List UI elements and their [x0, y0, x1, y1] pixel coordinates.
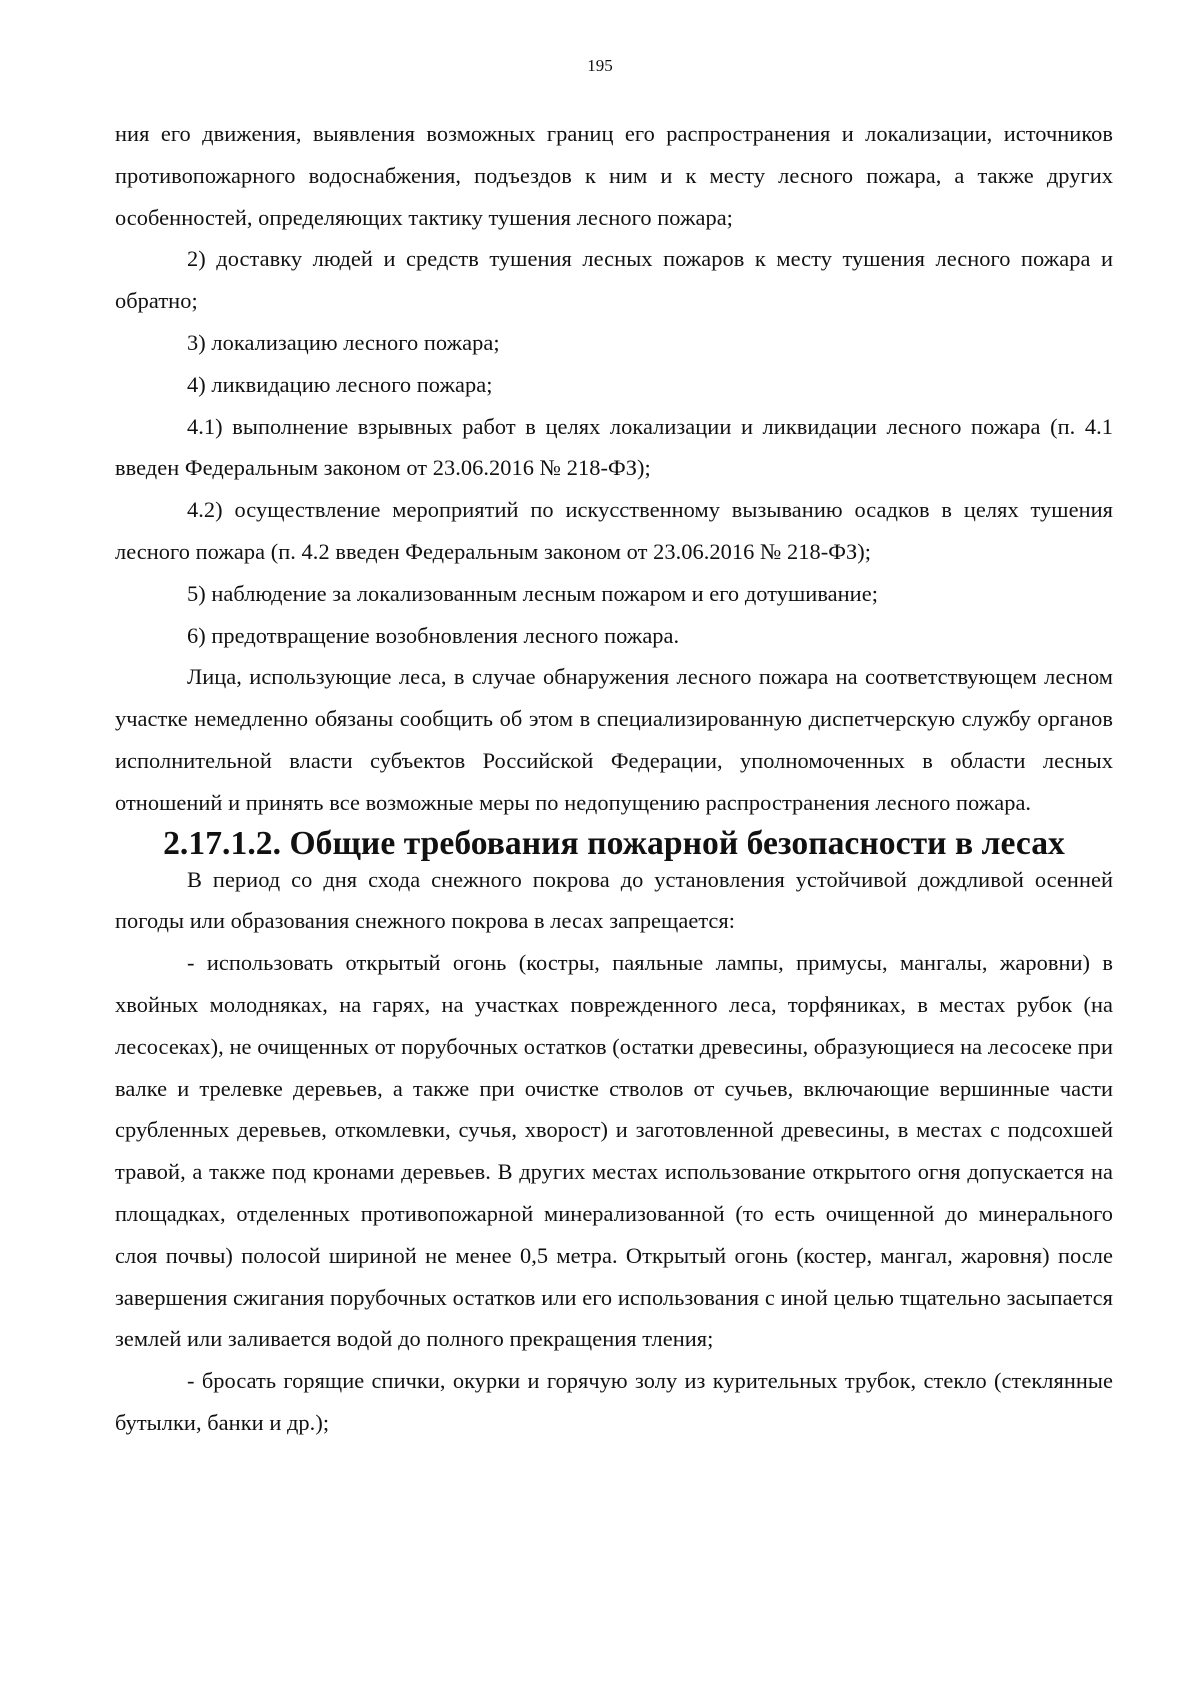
list-item-4-1: 4.1) выполнение взрывных работ в целях локализации и ликвидации лесного пожара (п. 4.1 введен Федеральным законом от 23.06.2016 № 218-ФЗ);: [115, 413, 1113, 481]
list-item-4: 4) ликвидацию лесного пожара;: [187, 371, 493, 397]
list-item-2: 2) доставку людей и средств тушения лесных пожаров к месту тушения лесного пожара и обратно;: [115, 246, 1113, 314]
list-item-4-2: 4.2) осуществление мероприятий по искусственному вызыванию осадков в целях тушения лесного пожара (п. 4.2 введен Федеральным законом от 23.06.2016 № 218-ФЗ);: [115, 497, 1113, 564]
paragraph-persons-obligations: Лица, использующие леса, в случае обнаружения лесного пожара на соответствующем лесном участке немедленно обязаны сообщить об этом в специализированную диспетчерскую службу органов исполнительной власти субъектов Российской Федерации, уполномоченных в области лесных отношений и принять все возможные меры по недопущению распространения лесного пожара.: [115, 664, 1113, 815]
prohibition-item-open-fire: - использовать открытый огонь (костры, паяльные лампы, примусы, мангалы, жаровни) в хвойных молодняках, на гарях, на участках поврежденного леса, торфяниках, в местах рубок (на лесосеках), не очищенных от порубочных остатков (остатки древесины, образующиеся на лесосеке при валке и трелевке деревьев, а также при очистке стволов от сучьев, включающие вершинные части срубленных деревьев, откомлевки, сучья, хворост) и заготовленной древесины, в местах с подсохшей травой, а также под кронами деревьев. В других местах использование открытого огня допускается на площадках, отделенных противопожарной минерализованной (то есть очищенной до минерального слоя почвы) полосой шириной не менее 0,5 метра. Открытый огонь (костер, мангал, жаровня) после завершения сжигания порубочных остатков или его использования с иной целью тщательно засыпается землей или заливается водой до полного прекращения тления;: [115, 950, 1113, 1352]
list-item-5: 5) наблюдение за локализованным лесным пожаром и его дотушивание;: [187, 580, 878, 606]
document-body: [115, 113, 1113, 1444]
page-number: 195: [587, 56, 613, 75]
paragraph-prohibition-period: В период со дня схода снежного покрова до установления устойчивой дождливой осенней погоды или образования снежного покрова в лесах запрещается:: [115, 866, 1113, 934]
prohibition-item-matches: - бросать горящие спички, окурки и горячую золу из курительных трубок, стекло (стеклянные бутылки, банки и др.);: [115, 1368, 1113, 1435]
section-heading: 2.17.1.2. Общие требования пожарной безопасности в лесах: [163, 824, 1065, 862]
paragraph-continuation: ния его движения, выявления возможных границ его распространения и локализации, источников противопожарного водоснабжения, подъездов к ним и к месту лесного пожара, а также других особенностей, определяющих тактику тушения лесного пожара;: [115, 121, 1113, 230]
list-item-3: 3) локализацию лесного пожара;: [187, 329, 500, 355]
list-item-6: 6) предотвращение возобновления лесного пожара.: [187, 622, 680, 648]
